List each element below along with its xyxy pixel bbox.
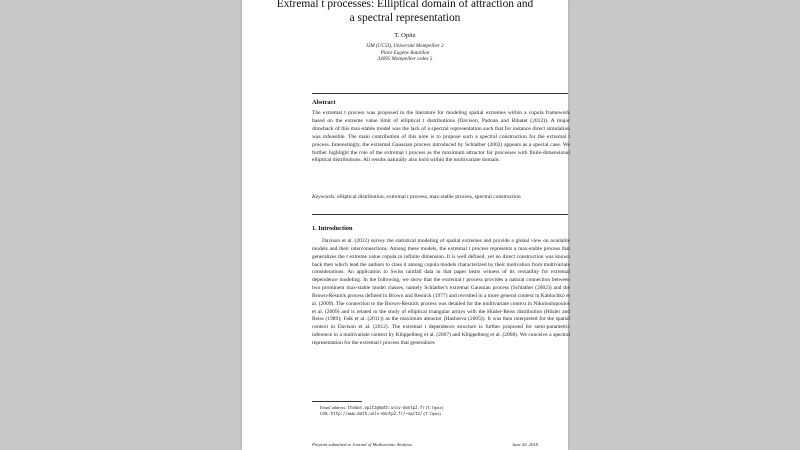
paper-title xyxy=(242,0,568,25)
url-link[interactable]: http://www.math.univ-montp2.fr/~opitz/ xyxy=(330,411,423,416)
introduction-text: Davison et al. (2012) survey the statistical modeling of spatial extremes and provide a global view on available models and their interconnections. Among these models, the extremal t process represents a max-stable process that generalizes the t extreme value copula to infinite dimension. It is well defined, yet no direct construction was known back then which lead the authors to class it among copula models characterized by their motivation from multivariate considerations. An application to Swiss rainfall data in that paper bears witness of its versatility for extremal dependence modeling. In the following, we show that the extremal t process provides a natural connection between two prominent max-stable model classes, namely Schlather's extremal Gaussian process (Schlather (2002)) and the Brown-Resnick process defined in Brown and Resnick (1977) and revisited in a more general context in Kabluchko et al. (2009). The connection to the Brown-Resnick process was detailed for the multivariate context in Nikoloulopoulos et al. (2009) and is related to the study of elliptical triangular arrays with the Hüsler-Reiss distribution (Hüsler and Reiss (1989); Falk et al. (2011)) as the maximum attractor (Hashorva (2005)). It was then interpreted for the spatial context in Davison et al. (2012). The extremal t dependence structure is further proposed for semi-parametric inference in a multivariate context by Klüppelberg et al. (2007) and Klüppelberg et al. (2008). We conceive a spectral representation for the extremal t process that generalizes xyxy=(312,238,570,346)
author-affiliation xyxy=(242,43,568,63)
keywords-list: elliptical distribution, extremal t process, max-stable process, spectral construction xyxy=(337,194,521,200)
abstract-heading: Abstract xyxy=(312,99,336,106)
title-line-2: a spectral representation xyxy=(349,12,461,24)
abstract-text: The extremal t process was proposed in the literature for modeling spatial extremes within a copula framework based on the extreme value limit of elliptical t distributions (Davison, Padoan and Ribatet (2012)). A major drawback of this max-stable model was the lack of a spectral representation such that for instance direct simulation was infeasible. The main contribution of this note is to propose such a spectral construction for the extremal t process. Interestingly, the extremal Gaussian process introduced by Schlather (2002) appears as a special case. We further highlight the role of the extremal t process as the maximum attractor for processes with finite-dimensional elliptical distributions. All results naturally also hold within the multivariate domain. xyxy=(312,110,570,164)
keywords-label: Keywords: xyxy=(312,194,336,200)
pdf-page xyxy=(242,0,568,450)
affil-line-1: I3M (UC5I), Université Montpellier 2 xyxy=(366,43,444,49)
keywords xyxy=(312,194,570,202)
email-address[interactable]: thomas.opitz@math.univ-montp2.fr xyxy=(347,405,425,410)
affil-line-3: 34095 Montpellier cedex 5 xyxy=(377,56,433,63)
page-date: June 20, 2018 xyxy=(512,442,538,447)
email-label: Email address: xyxy=(320,405,347,410)
url-suffix: (T. Opitz) xyxy=(423,411,441,416)
title-line-1: Extremal t processes: Elliptical domain of attraction and xyxy=(276,0,534,10)
footnote-email xyxy=(320,405,443,411)
author-name: T. Opitz xyxy=(394,32,416,39)
abstract-bottom-rule xyxy=(312,214,568,215)
email-suffix: (T. Opitz) xyxy=(425,405,444,410)
footnote-rule xyxy=(312,401,362,402)
affil-line-2: Place Eugène Bataillon xyxy=(380,49,430,56)
footnote-url xyxy=(320,411,441,417)
section-heading-introduction: 1. Introduction xyxy=(312,225,353,232)
journal-note: Preprint submitted to Journal of Multivariate Analysis xyxy=(312,442,413,447)
abstract-top-rule xyxy=(312,93,568,94)
url-label: URL: xyxy=(320,411,330,416)
